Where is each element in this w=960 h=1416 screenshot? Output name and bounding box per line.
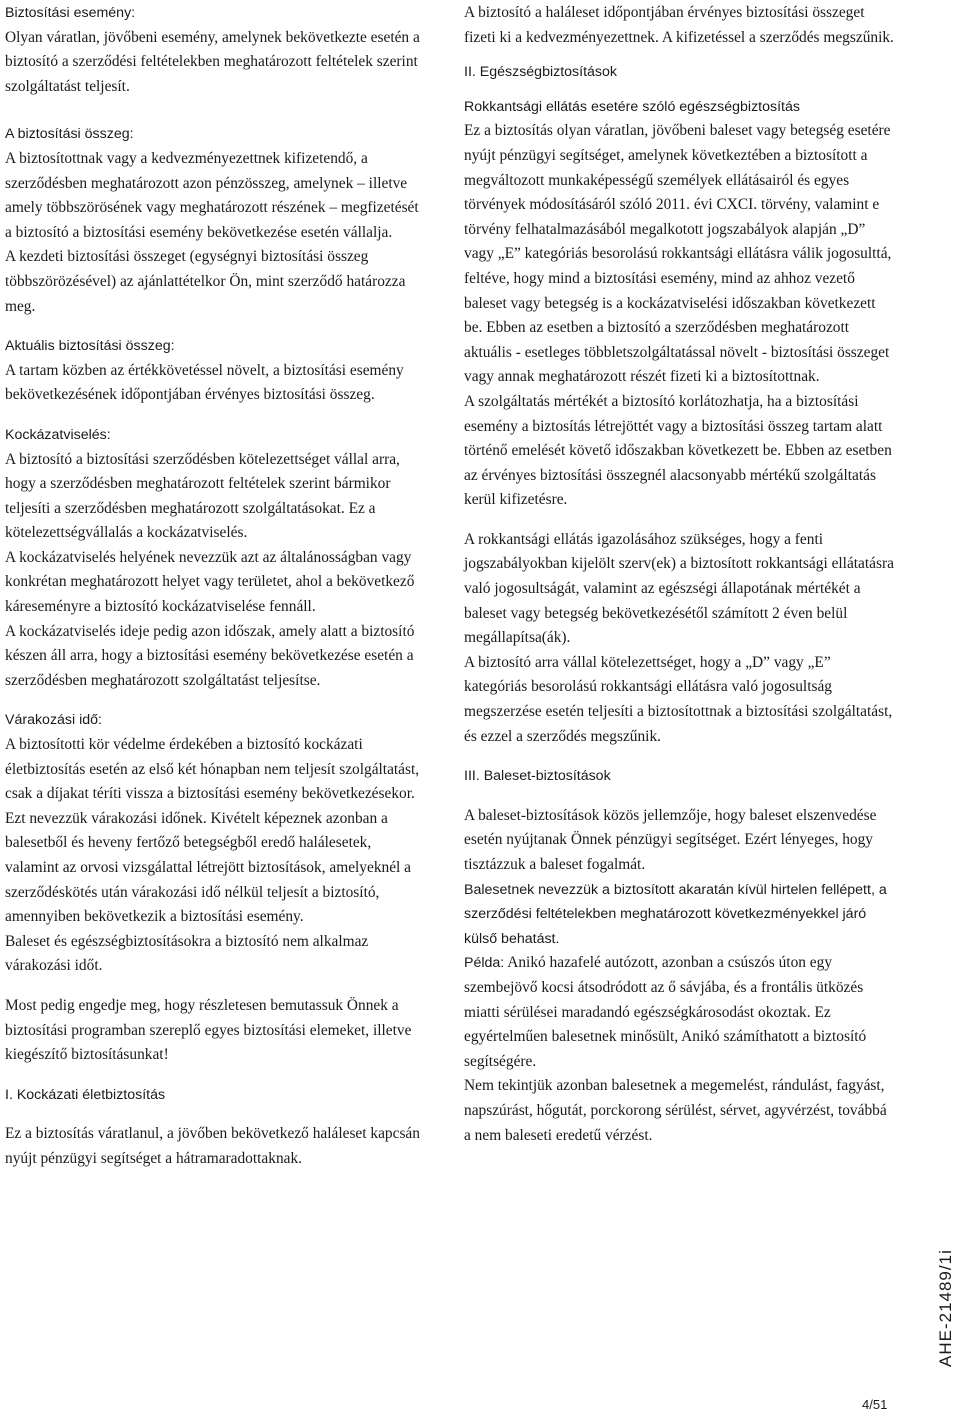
heading-varakozasi-ido: Várakozási idő:: [5, 712, 102, 729]
paragraph: A biztosítotti kör védelme érdekében a biztosító kockázati életbiztosítás esetén az első két hónapban nem teljesít szolgáltatást, csak a díjakat téríti vissza a biztosítási esemény bekövetkezésekor. Ezt nevezzük várakozási időnek. Kivételt képeznek azonban a balesetből és heveny fertőző betegségből eredő halálesetek, valamint az orvosi vizsgálattal létrejött biztosítások, amelyeknél a szerződéskötés után várakozási idő nélkül teljesít a biztosító, amennyiben bekövetkezik a biztosítási esemény.: [5, 736, 420, 926]
paragraph: Nem tekintjük azonban balesetnek a megemelést, rándulást, fagyást, napszúrást, hőgutát, porckorong sérülést, sérvet, agyvérzést, továbbá a nem baleseti eredetű vérzést.: [464, 1077, 887, 1144]
heading-biztositasi-esemeny: Biztosítási esemény:: [5, 5, 136, 21]
paragraph: Most pedig engedje meg, hogy részletesen bemutassuk Önnek a biztosítási programban szereplő egyes biztosítási elemeket, illetve kiegészítő biztosításunkat!: [5, 996, 412, 1064]
paragraph: A szolgáltatás mértékét a biztosító korlátozhatja, ha a biztosítási esemény a biztosítás létrejöttét vagy a biztosítási összeg tartam alatt történő emelését követő időszakban következett be. Ebben az esetben az érvényes biztosítási összegnél alacsonyabb mértékű szolgáltatás kerül kifizetésre.: [464, 392, 892, 509]
paragraph: A kezdeti biztosítási összeget (egységnyi biztosítási összeg többszörözésével) az ajánlattételkor Ön, mint szerződő határozza meg.: [5, 248, 406, 315]
heading-kockazati-eletbiztositas: I. Kockázati életbiztosítás: [5, 1086, 166, 1103]
paragraph: A baleset-biztosítások közös jellemzője, hogy baleset elszenvedése esetén nyújtanak Önnek pénzügyi segítséget. Ezért lényeges, hogy tisztázzuk a baleset fogalmát.: [464, 806, 877, 873]
paragraph-example: [464, 951, 894, 1074]
paragraph: Ez a biztosítás olyan váratlan, jövőbeni baleset vagy betegség esetére nyújt pénzügyi segítséget, amelynek következtében a biztosított a megváltozott munkaképességű személyek ellátásairól és egyes törvények módosításáról szóló 2011. évi CXCI. törvény, valamint e törvény felhatalmazásából megalkotott jogszabályok alapján „D” vagy „E” kategóriás besorolású rokkantsági ellátásra válik jogosulttá, feltéve, hogy mind a biztosítási esemény, mind az ahhoz vezető baleset vagy betegség is a kockázatviselési időszakban következett be. Ebben az esetben a biztosító a szerződésben meghatározott aktuális - esetleges többletszolgáltatással növelt - biztosítási összeget vagy annak meghatározott részét fizeti ki a biztosítottnak.: [464, 122, 892, 386]
paragraph: Olyan váratlan, jövőbeni esemény, amelynek bekövetkezte esetén a biztosító a szerződési feltételekben meghatározott feltételek szerint szolgáltatást teljesít.: [5, 28, 420, 95]
heading-biztositasi-osszeg: A biztosítási összeg:: [5, 126, 134, 143]
heading-aktualis-osszeg: Aktuális biztosítási összeg:: [5, 338, 175, 355]
paragraph: A kockázatviselés ideje pedig azon időszak, amely alatt a biztosító készen áll arra, hogy a biztosítási esemény bekövetkezése esetén a szerződésben meghatározott szolgáltatást teljesítse.: [5, 622, 415, 689]
left-column: [5, 1, 423, 1172]
subheading-rokkantsagi-ellatas: Rokkantsági ellátás esetére szóló egészségbiztosítás: [464, 98, 800, 115]
right-column: [464, 1, 894, 1148]
document-code: AHE-21489/1i: [936, 1249, 955, 1367]
paragraph: A biztosítottnak vagy a kedvezményezettnek kifizetendő, a szerződésben meghatározott azon pénzösszeg, amelynek – illetve amely többszörösének vagy meghatározott részének – megfizetését a biztosító a biztosítási esemény bekövetkezése esetén vállalja.: [5, 149, 419, 241]
heading-egeszsegbiztositasok: II. Egészségbiztosítások: [464, 64, 617, 81]
heading-kockazatviseles: Kockázatviselés:: [5, 426, 111, 443]
paragraph: A tartam közben az értékkövetéssel növelt, a biztosítási esemény bekövetkezésének időpontjában érvényes biztosítási összeg.: [5, 361, 404, 404]
paragraph: Baleset és egészségbiztosításokra a biztosító nem alkalmaz várakozási időt.: [5, 932, 369, 975]
paragraph: Ez a biztosítás váratlanul, a jövőben bekövetkező haláleset kapcsán nyújt pénzügyi segítséget a hátramaradottaknak.: [5, 1125, 420, 1167]
example-label: Példa:: [464, 955, 505, 972]
heading-baleset-biztositasok: III. Baleset-biztosítások: [464, 768, 611, 785]
page-number: 4/51: [862, 1397, 888, 1412]
paragraph: A biztosító a biztosítási szerződésben kötelezettséget vállal arra, hogy a szerződésben meghatározott feltételek szerint bármikor teljesíti a szerződésben meghatározott szolgáltatásokat. Ez a kötelezettségvállalás a kockázatviselés.: [5, 450, 400, 542]
paragraph: A rokkantsági ellátás igazolásához szükséges, hogy a fenti jogszabályokban kijelölt szerv(ek) a biztosított rokkantsági ellátatásra való jogosultságát, valamint az egészségi állapotának mértékét a baleset vagy betegség bekövetkezésétől számított 2 éven belül megállapítsa(ák).: [464, 530, 894, 647]
paragraph: A biztosító arra vállal kötelezettséget, hogy a „D” vagy „E” kategóriás besorolású rokkantsági ellátásra való jogosultság megszerzése esetén teljesíti a biztosítottnak a biztosítási szolgáltatást, és ezzel a szerződés megszűnik.: [464, 653, 893, 745]
example-text: Anikó hazafelé autózott, azonban a csúszós úton egy szembejövő kocsi átsodródott az ő sávjába, és a frontális ütközés miatti sérülései maradandó egészségkárosodást okoztak. Ez egyértelműen balesetnek minősült, Anikó számíthatott a biztosító segítségére.: [464, 954, 867, 1070]
paragraph-baleset-definition: Balesetnek nevezzük a biztosított akaratán kívül hirtelen fellépett, a szerződési feltételekben meghatározott következményekkel járó külső behatást.: [464, 881, 887, 947]
paragraph: A biztosító a haláleset időpontjában érvényes biztosítási összeget fizeti ki a kedvezményezettnek. A kifizetéssel a szerződés megszűnik.: [464, 4, 894, 46]
paragraph: A kockázatviselés helyének nevezzük azt az általánosságban vagy konkrétan meghatározott helyet vagy területet, ahol a bekövetkező káreseményre a biztosító kockázatviselése fennáll.: [5, 548, 415, 616]
